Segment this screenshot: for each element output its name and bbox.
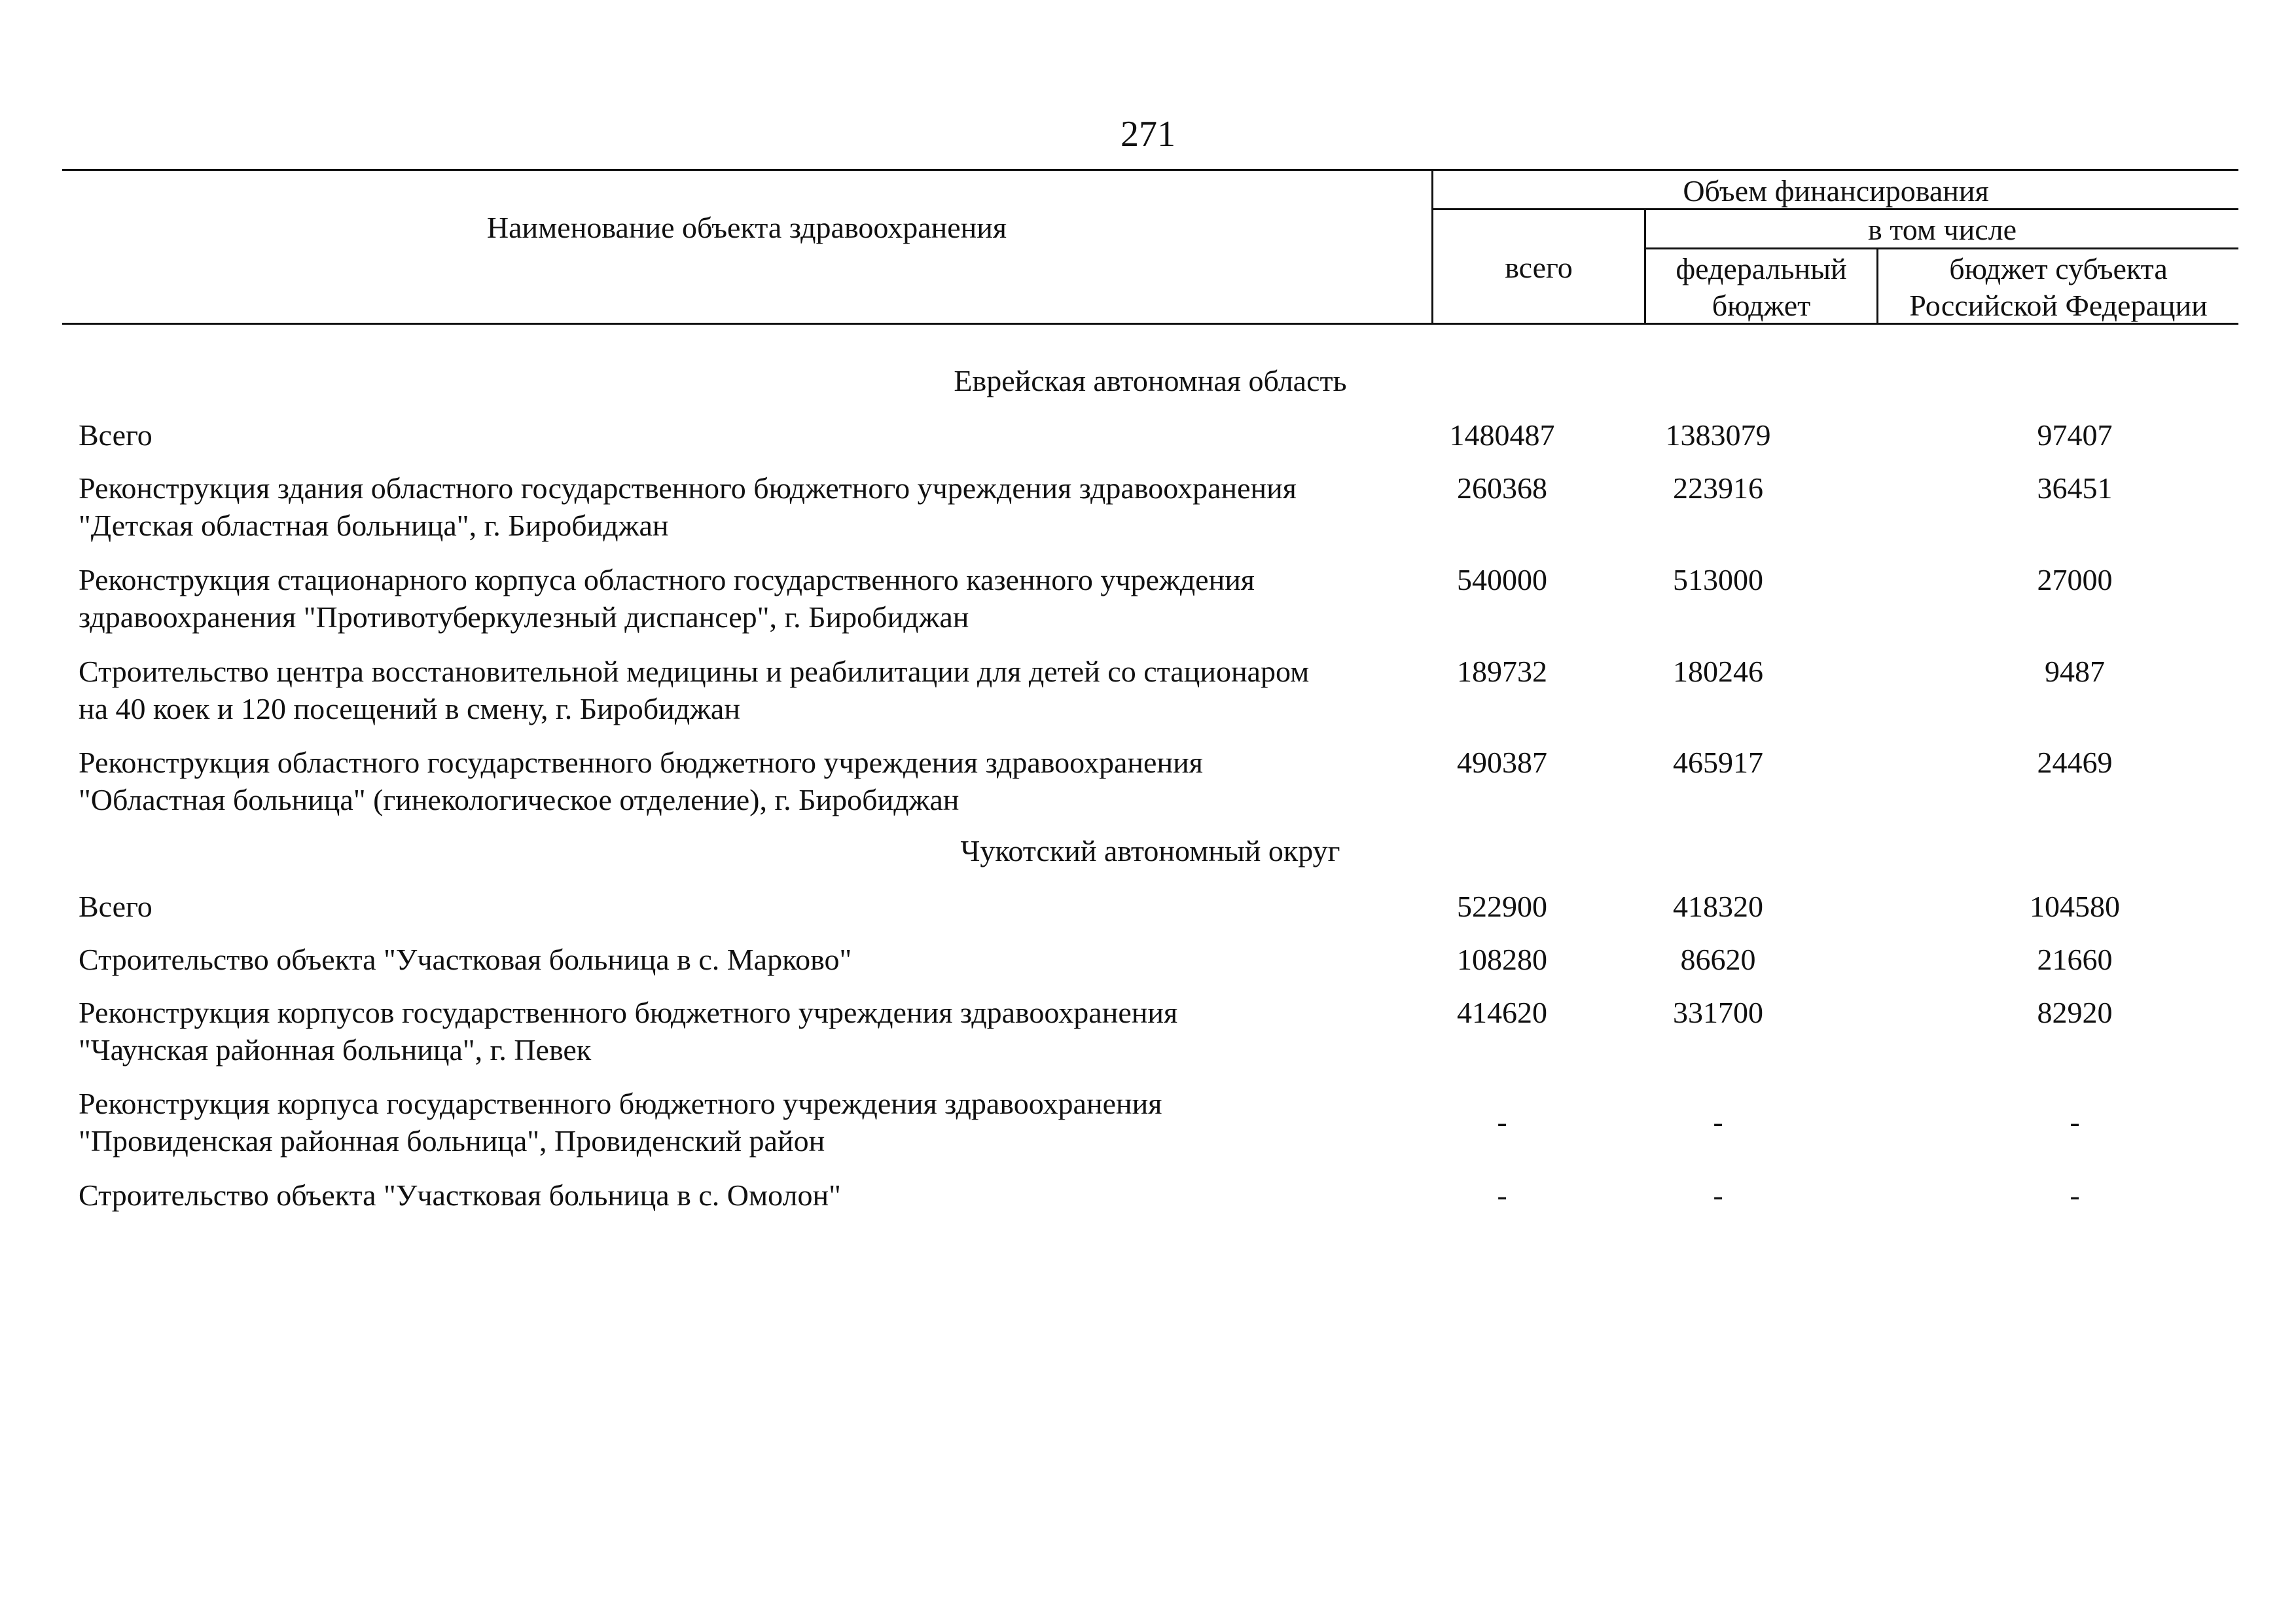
value-total: 490387 [1457,746,1547,779]
header-regional-line-2: Российской Федерации [1909,289,2208,322]
value-total: 522900 [1457,890,1547,923]
value-regional: 82920 [2037,996,2113,1029]
object-name-line: Реконструкция стационарного корпуса областного государственного казенного учреждения [79,563,1255,596]
object-name [79,1085,1427,1159]
value-regional: 36451 [2037,471,2113,505]
object-name-line: Всего [79,418,152,452]
object-name [79,744,1427,818]
header-regional-budget [1878,249,2238,326]
object-name-line: "Областная больница" (гинекологическое отделение), г. Биробиджан [79,783,960,816]
value-total: 108280 [1457,943,1547,976]
header-including: в том числе [1646,210,2238,249]
value-regional: 24469 [2037,746,2113,779]
header-object-name: Наименование объекта здравоохранения [62,171,1433,323]
object-name-line: "Чаунская районная больница", г. Певек [79,1033,592,1067]
value-federal: 331700 [1673,996,1763,1029]
value-regional: - [2070,1105,2080,1139]
object-name-line: Строительство центра восстановительной медицины и реабилитации для детей со стационаром [79,655,1310,688]
object-name [79,941,1427,978]
value-total: 189732 [1457,655,1547,688]
object-name-line: Реконструкция областного государственного бюджетного учреждения здравоохранения [79,746,1203,779]
value-total: 414620 [1457,996,1547,1029]
object-name [79,416,1427,454]
object-name [79,561,1427,636]
value-regional: 9487 [2045,655,2105,688]
value-federal: 465917 [1673,746,1763,779]
value-total: 1480487 [1449,418,1555,452]
header-regional-line-1: бюджет субъекта [1949,252,2168,285]
object-name-line: Реконструкция корпусов государственного бюджетного учреждения здравоохранения [79,996,1178,1029]
object-name-line: Строительство объекта "Участковая больница в с. Омолон" [79,1178,841,1212]
value-total: - [1497,1178,1507,1212]
value-federal: 86620 [1680,943,1756,976]
section-title: Чукотский автономный округ [960,834,1340,867]
section-title: Еврейская автономная область [954,364,1347,397]
value-regional: 97407 [2037,418,2113,452]
value-regional: - [2070,1178,2080,1212]
object-name-line: Строительство объекта "Участковая больница в с. Марково" [79,943,852,976]
object-name-line: "Детская областная больница", г. Биробиджан [79,509,669,542]
object-name-line: Реконструкция корпуса государственного бюджетного учреждения здравоохранения [79,1087,1162,1120]
table-header [62,169,2238,325]
object-name-line: на 40 коек и 120 посещений в смену, г. Биробиджан [79,692,740,725]
object-name [79,469,1427,544]
value-total: - [1497,1105,1507,1139]
header-federal-line-2: бюджет [1712,289,1811,322]
object-name-line: здравоохранения "Противотуберкулезный диспансер", г. Биробиджан [79,600,969,634]
value-federal: 513000 [1673,563,1763,596]
object-name [79,994,1427,1068]
object-name-line: Реконструкция здания областного государственного бюджетного учреждения здравоохранения [79,471,1297,505]
value-federal: 418320 [1673,890,1763,923]
value-federal: - [1713,1105,1723,1139]
value-federal: 180246 [1673,655,1763,688]
value-regional: 27000 [2037,563,2113,596]
value-total: 260368 [1457,471,1547,505]
object-name [79,1176,1427,1214]
object-name [79,888,1427,925]
value-federal: 1383079 [1665,418,1771,452]
header-federal-budget [1646,249,1878,325]
value-regional: 21660 [2037,943,2113,976]
header-total: всего [1433,210,1646,325]
value-federal: - [1713,1178,1723,1212]
header-funding-volume: Объем финансирования [1433,171,2238,210]
value-regional: 104580 [2030,890,2120,923]
header-federal-line-1: федеральный [1676,252,1847,285]
object-name-line: "Провиденская районная больница", Провиденский район [79,1124,825,1158]
page-number: 271 [1121,114,1175,155]
value-federal: 223916 [1673,471,1763,505]
value-total: 540000 [1457,563,1547,596]
object-name [79,653,1427,727]
object-name-line: Всего [79,890,152,923]
